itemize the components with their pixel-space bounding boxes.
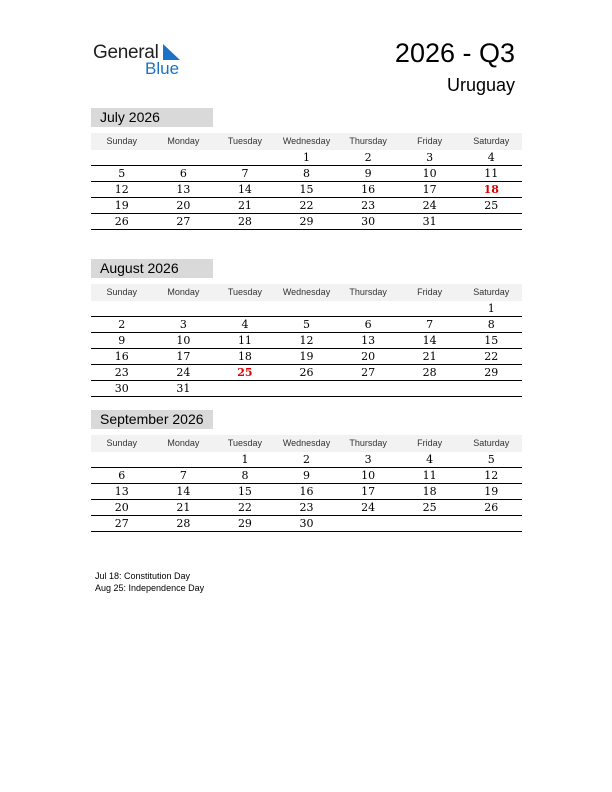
day-cell: 9 bbox=[118, 334, 126, 347]
day-cell: 1 bbox=[487, 302, 495, 315]
day-cell: 10 bbox=[361, 469, 376, 482]
weekday-label: Wednesday bbox=[282, 438, 331, 448]
day-cell: 14 bbox=[237, 183, 252, 196]
day-cell: 18 bbox=[237, 350, 252, 363]
holiday-notes bbox=[95, 570, 204, 594]
day-cell: 30 bbox=[114, 382, 129, 395]
weekday-label: Saturday bbox=[473, 136, 510, 146]
day-cell: 12 bbox=[114, 183, 129, 196]
day-cell: 3 bbox=[364, 453, 372, 466]
day-cell: 5 bbox=[303, 318, 311, 331]
weekday-label: Saturday bbox=[473, 438, 510, 448]
day-cell: 16 bbox=[114, 350, 129, 363]
day-cell: 27 bbox=[114, 517, 129, 530]
day-cell bbox=[153, 301, 215, 316]
day-cell: 17 bbox=[176, 350, 191, 363]
month-september bbox=[91, 410, 522, 532]
day-cell: 31 bbox=[176, 382, 191, 395]
day-cell bbox=[153, 452, 215, 467]
day-cell: 3 bbox=[426, 151, 434, 164]
day-cell: 20 bbox=[114, 501, 129, 514]
day-cell: 6 bbox=[364, 318, 372, 331]
week-row bbox=[91, 198, 522, 214]
day-cell: 5 bbox=[487, 453, 495, 466]
day-cell: 4 bbox=[487, 151, 495, 164]
weekday-header-row bbox=[91, 284, 522, 301]
day-cell bbox=[214, 381, 276, 396]
day-cell: 28 bbox=[422, 366, 437, 379]
day-cell: 14 bbox=[176, 485, 191, 498]
day-cell: 12 bbox=[484, 469, 499, 482]
day-cell bbox=[91, 150, 153, 165]
weekday-label: Friday bbox=[417, 438, 443, 448]
day-cell: 14 bbox=[422, 334, 437, 347]
month-label: August 2026 bbox=[91, 259, 213, 278]
month-august bbox=[91, 259, 522, 397]
day-cell bbox=[276, 301, 338, 316]
week-row bbox=[91, 333, 522, 349]
country-name: Uruguay bbox=[446, 75, 515, 95]
day-cell: 9 bbox=[303, 469, 311, 482]
day-cell: 5 bbox=[118, 167, 126, 180]
day-cell: 27 bbox=[176, 215, 191, 228]
day-cell bbox=[337, 516, 399, 531]
day-cell: 28 bbox=[176, 517, 191, 530]
day-cell: 23 bbox=[114, 366, 129, 379]
week-row bbox=[91, 166, 522, 182]
day-cell bbox=[460, 214, 522, 229]
day-cell: 17 bbox=[422, 183, 437, 196]
weekday-label: Tuesday bbox=[227, 287, 263, 297]
weekday-label: Wednesday bbox=[282, 287, 331, 297]
weekday-label: Sunday bbox=[106, 287, 138, 297]
weekday-label: Thursday bbox=[349, 287, 387, 297]
weekday-label: Friday bbox=[417, 287, 443, 297]
day-cell: 8 bbox=[487, 318, 495, 331]
day-cell: 22 bbox=[237, 501, 252, 514]
day-cell: 23 bbox=[299, 501, 314, 514]
day-cell: 16 bbox=[299, 485, 314, 498]
day-cell: 7 bbox=[179, 469, 187, 482]
week-row bbox=[91, 500, 522, 516]
weekday-label: Sunday bbox=[106, 438, 138, 448]
day-cell bbox=[337, 301, 399, 316]
day-cell: 6 bbox=[179, 167, 187, 180]
month-label: July 2026 bbox=[91, 108, 213, 127]
day-cell bbox=[91, 452, 153, 467]
week-row bbox=[91, 452, 522, 468]
day-cell: 12 bbox=[299, 334, 314, 347]
week-row bbox=[91, 150, 522, 166]
weekday-label: Friday bbox=[417, 136, 443, 146]
day-cell: 24 bbox=[422, 199, 437, 212]
day-cell: 9 bbox=[364, 167, 372, 180]
weekday-label: Tuesday bbox=[227, 136, 263, 146]
day-cell: 4 bbox=[241, 318, 249, 331]
day-cell: 19 bbox=[484, 485, 499, 498]
day-cell: 19 bbox=[114, 199, 129, 212]
day-cell: 13 bbox=[176, 183, 191, 196]
day-cell: 29 bbox=[237, 517, 252, 530]
week-row bbox=[91, 381, 522, 397]
day-cell: 2 bbox=[118, 318, 126, 331]
day-cell: 28 bbox=[237, 215, 252, 228]
day-cell: 26 bbox=[484, 501, 499, 514]
day-cell: 25 bbox=[237, 366, 253, 379]
day-cell bbox=[214, 301, 276, 316]
day-cell: 25 bbox=[484, 199, 499, 212]
week-row bbox=[91, 317, 522, 333]
day-cell: 11 bbox=[237, 334, 252, 347]
day-cell: 26 bbox=[114, 215, 129, 228]
weekday-label: Sunday bbox=[106, 136, 138, 146]
week-row bbox=[91, 182, 522, 198]
day-cell: 31 bbox=[422, 215, 437, 228]
day-cell: 3 bbox=[179, 318, 187, 331]
page-title: 2026 - Q3 bbox=[394, 38, 515, 68]
month-july bbox=[91, 108, 522, 230]
day-cell: 22 bbox=[484, 350, 499, 363]
day-cell: 11 bbox=[422, 469, 437, 482]
week-row bbox=[91, 365, 522, 381]
day-cell: 11 bbox=[484, 167, 499, 180]
day-cell bbox=[460, 381, 522, 396]
day-cell: 30 bbox=[299, 517, 314, 530]
weekday-label: Monday bbox=[167, 136, 200, 146]
logo-blue-text: Blue bbox=[145, 59, 180, 78]
weekday-label: Thursday bbox=[349, 438, 387, 448]
day-cell: 1 bbox=[241, 453, 249, 466]
week-row bbox=[91, 484, 522, 500]
day-cell: 2 bbox=[303, 453, 311, 466]
day-cell bbox=[399, 301, 461, 316]
day-cell: 18 bbox=[422, 485, 437, 498]
day-cell: 8 bbox=[241, 469, 249, 482]
day-cell: 21 bbox=[237, 199, 252, 212]
day-cell: 17 bbox=[361, 485, 376, 498]
day-cell: 8 bbox=[303, 167, 311, 180]
day-cell: 21 bbox=[176, 501, 191, 514]
day-cell: 1 bbox=[303, 151, 311, 164]
day-cell bbox=[399, 381, 461, 396]
day-cell bbox=[337, 381, 399, 396]
weekday-label: Thursday bbox=[349, 136, 387, 146]
day-cell: 4 bbox=[426, 453, 434, 466]
day-cell: 15 bbox=[237, 485, 252, 498]
weekday-label: Monday bbox=[167, 438, 200, 448]
day-cell: 27 bbox=[361, 366, 376, 379]
day-cell: 6 bbox=[118, 469, 126, 482]
day-cell: 26 bbox=[299, 366, 314, 379]
weekday-label: Saturday bbox=[473, 287, 510, 297]
day-cell bbox=[214, 150, 276, 165]
day-cell: 13 bbox=[361, 334, 376, 347]
day-cell: 13 bbox=[114, 485, 129, 498]
day-cell bbox=[276, 381, 338, 396]
day-cell: 23 bbox=[361, 199, 376, 212]
day-cell: 25 bbox=[422, 501, 437, 514]
week-row bbox=[91, 349, 522, 365]
day-cell: 10 bbox=[422, 167, 437, 180]
day-cell: 22 bbox=[299, 199, 314, 212]
weekday-header-row bbox=[91, 133, 522, 150]
holiday-note: Aug 25: Independence Day bbox=[95, 583, 205, 593]
weekday-header-row bbox=[91, 435, 522, 452]
day-cell: 7 bbox=[426, 318, 434, 331]
day-cell: 16 bbox=[361, 183, 376, 196]
day-cell: 20 bbox=[176, 199, 191, 212]
day-cell: 20 bbox=[361, 350, 376, 363]
day-cell: 24 bbox=[176, 366, 191, 379]
day-cell: 15 bbox=[299, 183, 314, 196]
day-cell bbox=[153, 150, 215, 165]
week-row bbox=[91, 301, 522, 317]
day-cell: 30 bbox=[361, 215, 376, 228]
day-cell: 18 bbox=[483, 183, 499, 196]
day-cell: 21 bbox=[422, 350, 437, 363]
week-row bbox=[91, 516, 522, 532]
logo bbox=[93, 40, 193, 80]
week-row bbox=[91, 468, 522, 484]
day-cell: 29 bbox=[484, 366, 499, 379]
week-row bbox=[91, 214, 522, 230]
day-cell: 2 bbox=[364, 151, 372, 164]
holiday-note: Jul 18: Constitution Day bbox=[95, 571, 191, 581]
weekday-label: Wednesday bbox=[282, 136, 331, 146]
month-label: September 2026 bbox=[91, 410, 213, 429]
day-cell: 10 bbox=[176, 334, 191, 347]
day-cell: 19 bbox=[299, 350, 314, 363]
weekday-label: Tuesday bbox=[227, 438, 263, 448]
day-cell bbox=[91, 301, 153, 316]
day-cell bbox=[399, 516, 461, 531]
day-cell: 29 bbox=[299, 215, 314, 228]
logo-general-text: General bbox=[93, 42, 159, 63]
day-cell: 24 bbox=[361, 501, 376, 514]
day-cell: 15 bbox=[484, 334, 499, 347]
day-cell bbox=[460, 516, 522, 531]
weekday-label: Monday bbox=[167, 287, 200, 297]
day-cell: 7 bbox=[241, 167, 249, 180]
